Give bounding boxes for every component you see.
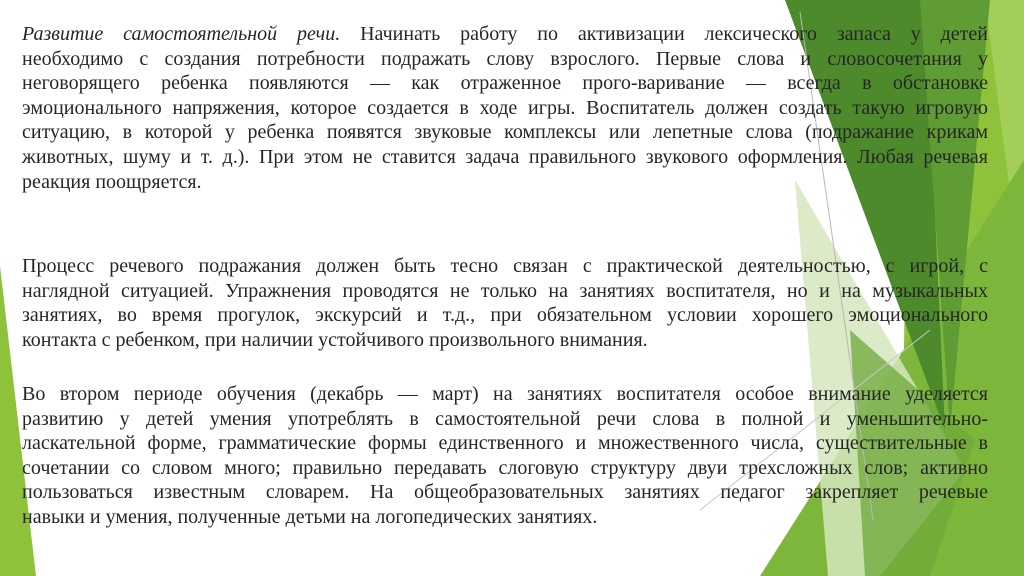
paragraph-independent-speech <box>22 22 988 194</box>
text-line: развитию у детей умения употреблять в самостоятельной речи слова в полной и уменьшительно- <box>22 407 988 430</box>
text-line: ласкательной форме, грамматические формы единственного и множественного числа, существительные в <box>22 432 988 455</box>
text-line: необходимо с создания потребности подражать слову взрослого. Первые слова и словосочетания у <box>22 47 988 70</box>
italic-heading: Развитие самостоятельной речи. <box>22 23 341 45</box>
text-line: Развитие самостоятельной речи. Начинать работу по активизации лексического запаса у детей <box>22 23 988 45</box>
text-line: пользоваться известным словарем. На общеобразовательных занятиях педагог закрепляет речевые <box>22 481 988 504</box>
text-line: наглядной ситуацией. Упражнения проводятся не только на занятиях воспитателя, но и на музыкальных <box>22 279 988 302</box>
text-line: Процесс речевого подражания должен быть тесно связан с практической деятельностью, с игрой, с <box>22 255 988 277</box>
text-line: сочетании со словом много; правильно передавать слоговую структуру двуи трехсложных слов; активно <box>22 456 988 479</box>
text-line: эмоционального напряжения, которое создается в ходе игры. Воспитатель должен создать такую игровую <box>22 96 988 119</box>
paragraph-speech-imitation <box>22 254 988 352</box>
text-line: ситуацию, в которой у ребенка появятся звуковые комплексы или лепетные слова (подражание крикам <box>22 121 988 144</box>
text-line: навыки и умения, полученные детьми на логопедических занятиях. <box>22 505 598 528</box>
text-line: реакция поощряется. <box>22 170 202 193</box>
text-line: контакта с ребенком, при наличии устойчивого произвольного внимания. <box>22 328 648 351</box>
paragraph-second-period <box>22 382 988 530</box>
text-line: животных, шуму и т. д.). При этом не ставится задача правильного звукового оформления. Любая речевая <box>22 145 988 168</box>
text-line: неговорящего ребенка появляются — как отраженное прого-варивание — всегда в обстановке <box>22 72 988 95</box>
text-line: Во втором периоде обучения (декабрь — март) на занятиях воспитателя особое внимание уделяется <box>22 383 988 405</box>
text-line: занятиях, во время прогулок, экскурсий и т.д., при обязательном условии хорошего эмоционального <box>22 304 988 327</box>
